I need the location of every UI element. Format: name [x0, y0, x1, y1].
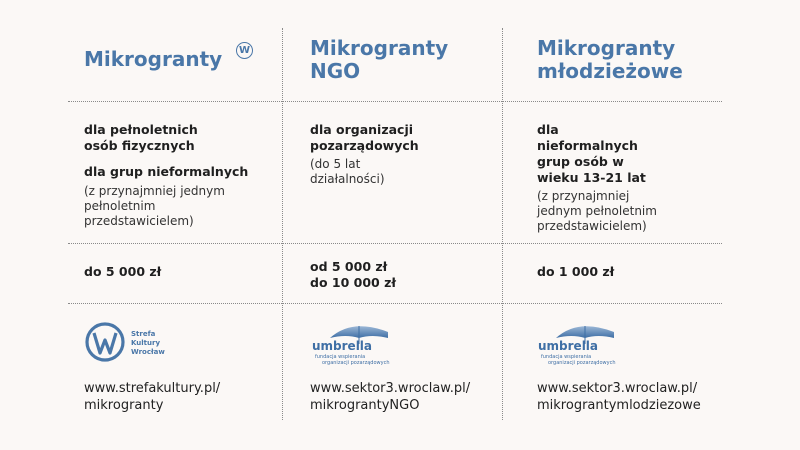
row-divider-3	[68, 303, 722, 304]
column-1-eligibility	[84, 122, 274, 229]
strefa-kultury-logo	[84, 320, 184, 366]
umbrella-tagline-1: fundacja wspierania	[315, 354, 366, 360]
url-line-1[interactable]: www.sektor3.wroclaw.pl/	[537, 381, 698, 396]
umbrella-logo	[538, 320, 638, 368]
umbrella-logo	[312, 320, 412, 368]
umbrella-wordmark: umbrella	[538, 339, 599, 353]
amount-line-1: od 5 000 zł	[310, 259, 388, 274]
column-2-title	[310, 37, 510, 83]
logo-text-line3: Wrocław	[131, 348, 165, 356]
column-2-eligibility	[310, 122, 510, 187]
column-3-amount: do 1 000 zł	[537, 264, 615, 279]
column-1-amount: do 5 000 zł	[84, 264, 162, 279]
column-3-title	[537, 37, 737, 83]
column-1-title: Mikrogranty	[84, 47, 223, 71]
column-3-url[interactable]	[537, 380, 737, 414]
row-divider-1	[68, 101, 722, 102]
eligibility-youth-note: (z przynajmniej jednym pełnoletnim przedstawicielem)	[537, 189, 657, 233]
column-2-url[interactable]	[310, 380, 510, 414]
strefa-w-logo-icon: W	[236, 42, 253, 59]
eligibility-ngo: dla organizacji pozarządowych	[310, 122, 419, 153]
column-3-eligibility	[537, 122, 737, 234]
url-line-1[interactable]: www.strefakultury.pl/	[84, 381, 221, 396]
column-divider-2	[502, 28, 503, 420]
url-line-1[interactable]: www.sektor3.wroclaw.pl/	[310, 381, 471, 396]
eligibility-individuals: dla pełnoletnich osób fizycznych	[84, 122, 198, 153]
column-1-url[interactable]	[84, 380, 274, 414]
logo-text-line2: Kultury	[131, 339, 161, 347]
title-line-1: Mikrogranty	[310, 36, 449, 60]
title-line-2: NGO	[310, 59, 361, 83]
eligibility-groups-note: (z przynajmniej jednym pełnoletnim przedstawicielem)	[84, 184, 225, 228]
url-line-2[interactable]: mikrogranty	[84, 398, 164, 413]
logo-text-line1: Strefa	[131, 330, 156, 338]
umbrella-tagline-1: fundacja wspierania	[541, 354, 592, 360]
title-line-1: Mikrogranty	[537, 36, 676, 60]
umbrella-tagline-2: organizacji pozarządowych	[322, 360, 390, 366]
url-line-2[interactable]: mikrograntymlodziezowe	[537, 398, 701, 413]
column-divider-1	[282, 28, 283, 420]
umbrella-wordmark: umbrella	[312, 339, 373, 353]
eligibility-youth: dla nieformalnych grup osób w wieku 13-21 lat	[537, 122, 646, 185]
eligibility-ngo-note: (do 5 lat działalności)	[310, 157, 385, 186]
title-line-2: młodzieżowe	[537, 59, 683, 83]
umbrella-tagline-2: organizacji pozarządowych	[548, 360, 616, 366]
column-2-amount	[310, 259, 510, 291]
url-line-2[interactable]: mikrograntyNGO	[310, 398, 420, 413]
amount-line-2: do 10 000 zł	[310, 275, 396, 290]
eligibility-groups: dla grup nieformalnych	[84, 164, 249, 179]
row-divider-2	[68, 243, 722, 244]
